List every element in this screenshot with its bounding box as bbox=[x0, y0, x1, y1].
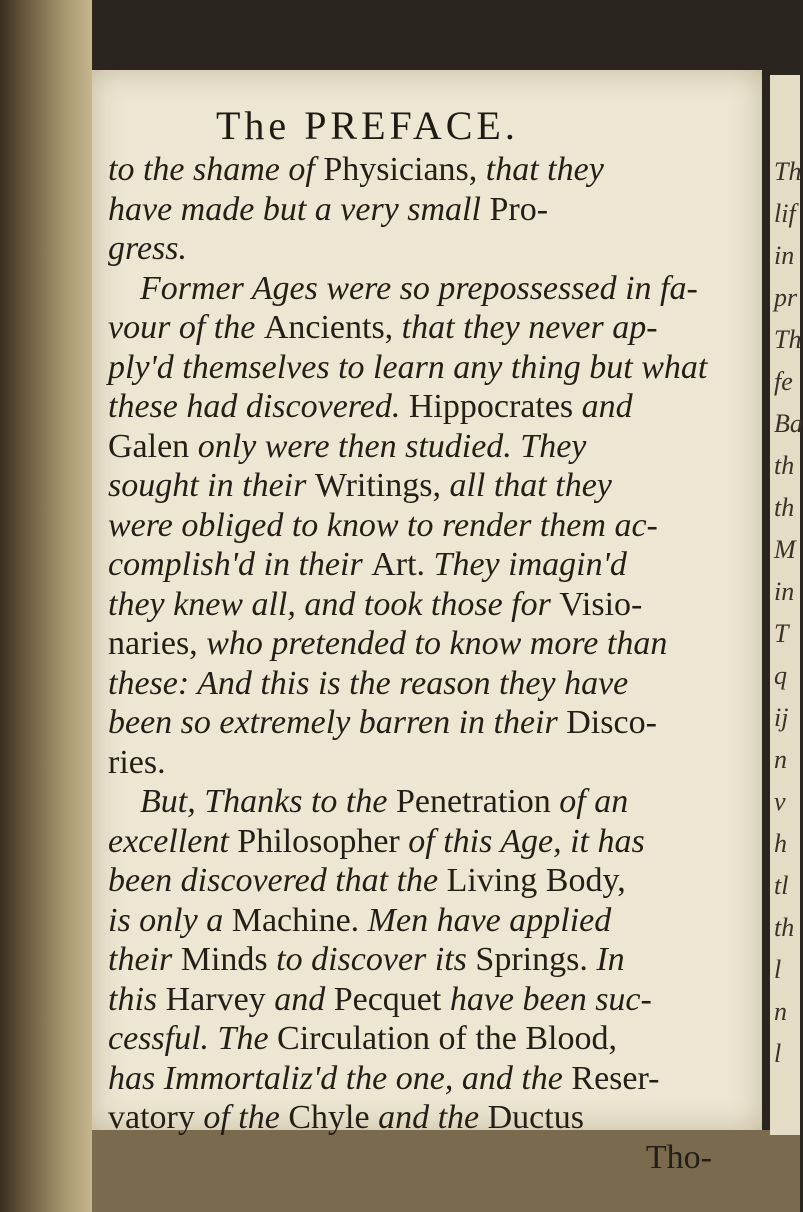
text-line bbox=[108, 506, 748, 546]
text-segment: They imagin'd bbox=[425, 546, 627, 583]
facing-page-letter: in bbox=[774, 577, 795, 606]
text-segment: Hippocrates bbox=[408, 388, 574, 425]
facing-page-letter: Ba bbox=[774, 409, 803, 438]
text-segment: only were then studied. They bbox=[189, 427, 587, 465]
text-line bbox=[108, 190, 748, 230]
text-segment: Ancients, bbox=[263, 309, 394, 346]
text-segment: were obliged to know to render them ac- bbox=[108, 506, 658, 544]
text-segment: and bbox=[573, 388, 633, 425]
text-line bbox=[108, 1019, 748, 1059]
catchword: Tho- bbox=[645, 1138, 712, 1176]
text-segment: of bbox=[279, 151, 324, 188]
facing-page-letter: n bbox=[774, 997, 787, 1026]
text-segment: Physicians, bbox=[323, 151, 478, 188]
text-segment: is only a bbox=[108, 901, 232, 939]
facing-page-letter: q bbox=[774, 661, 787, 690]
text-line bbox=[108, 743, 748, 783]
facing-page-letter: pr bbox=[774, 283, 798, 312]
text-segment: been discovered that the bbox=[108, 862, 447, 899]
text-segment: their bbox=[108, 941, 181, 978]
facing-page-letter: tl bbox=[774, 871, 789, 900]
page-header: The PREFACE. bbox=[216, 103, 519, 148]
text-segment: who pretended to know more than bbox=[197, 625, 668, 662]
facing-page-letter: h bbox=[774, 829, 787, 858]
text-line bbox=[108, 348, 748, 388]
facing-page-letter: ij bbox=[774, 703, 789, 732]
text-line bbox=[108, 545, 748, 585]
text-line bbox=[108, 861, 748, 901]
text-segment: Penetration bbox=[395, 783, 551, 820]
book-gutter-left bbox=[0, 0, 92, 1212]
text-line bbox=[108, 901, 748, 941]
text-segment: to discover its bbox=[267, 941, 476, 978]
text-segment: they knew all, and took those for bbox=[108, 585, 560, 623]
facing-page-letter: th bbox=[774, 493, 795, 522]
facing-page-letter: T bbox=[774, 619, 789, 648]
text-segment: In bbox=[587, 941, 625, 978]
text-line bbox=[108, 703, 748, 743]
text-segment: Circulation of the Blood, bbox=[277, 1020, 617, 1057]
facing-page-letter: Th bbox=[774, 157, 802, 186]
text-line bbox=[108, 387, 748, 427]
facing-page-letter: th bbox=[774, 451, 795, 480]
text-line bbox=[108, 822, 748, 862]
text-segment: to the bbox=[108, 151, 193, 188]
text-segment: ries. bbox=[108, 743, 166, 781]
facing-page-letter: l bbox=[774, 955, 782, 984]
text-segment: Visio- bbox=[559, 585, 643, 623]
text-segment: these had discovered. bbox=[108, 388, 409, 425]
text-segment: Machine. bbox=[231, 901, 360, 939]
text-segment: ply'd themselves to learn any thing but what bbox=[108, 348, 708, 386]
text-segment: Chyle bbox=[288, 1099, 370, 1136]
text-segment: complish'd in their bbox=[108, 546, 372, 583]
text-segment: been so extremely barren in their bbox=[108, 704, 567, 741]
text-segment: shame bbox=[192, 151, 280, 188]
facing-page-letter: n bbox=[774, 745, 787, 774]
text-segment: Galen bbox=[108, 427, 190, 465]
text-segment: cessful. The bbox=[108, 1020, 278, 1057]
facing-page-letter: lif bbox=[774, 199, 796, 228]
text-line bbox=[108, 427, 748, 467]
text-segment: these: And this is the reason they have bbox=[108, 664, 629, 702]
text-line bbox=[108, 664, 748, 704]
text-segment: naries, bbox=[108, 625, 198, 662]
text-segment: gress. bbox=[108, 230, 188, 267]
facing-page-letter: v bbox=[774, 787, 786, 816]
text-segment: of the bbox=[194, 1099, 289, 1136]
text-segment: excellent bbox=[108, 822, 238, 860]
text-segment: Reser- bbox=[571, 1059, 660, 1097]
text-segment: Harvey bbox=[165, 980, 266, 1018]
text-segment: has Immortaliz'd the one, and the bbox=[108, 1059, 572, 1097]
facing-page-letter: l bbox=[774, 1039, 782, 1068]
text-segment: Disco- bbox=[566, 704, 657, 741]
text-segment: and bbox=[265, 980, 334, 1018]
text-segment: Philosopher bbox=[237, 822, 400, 860]
text-segment: Art. bbox=[371, 546, 426, 583]
text-segment: Springs. bbox=[475, 941, 588, 978]
text-segment: that they never ap- bbox=[393, 309, 658, 346]
text-line bbox=[108, 150, 748, 190]
text-line bbox=[108, 782, 748, 822]
text-line bbox=[108, 308, 748, 348]
text-segment: Living Body, bbox=[446, 862, 626, 899]
text-segment: this bbox=[108, 980, 166, 1018]
text-line bbox=[108, 585, 748, 625]
text-segment: that they bbox=[477, 151, 604, 188]
text-segment: vour of the bbox=[108, 309, 264, 346]
text-segment: all that they bbox=[440, 467, 612, 504]
text-segment: and the bbox=[369, 1099, 488, 1136]
text-segment: have made but a very small bbox=[108, 190, 490, 228]
text-segment: Men have applied bbox=[359, 901, 612, 939]
text-segment: of this Age, it has bbox=[399, 822, 645, 860]
text-line bbox=[108, 1059, 748, 1099]
text-segment: of an bbox=[550, 783, 629, 820]
text-line bbox=[108, 466, 748, 506]
text-segment: Pecquet bbox=[333, 980, 442, 1018]
facing-page-letter: fe bbox=[774, 367, 793, 396]
text-segment: vatory bbox=[108, 1099, 195, 1136]
text-line bbox=[108, 1098, 748, 1138]
facing-page-letter: th bbox=[774, 913, 795, 942]
text-segment: But, Thanks to the bbox=[140, 783, 396, 820]
text-line bbox=[108, 940, 748, 980]
text-segment: have been suc- bbox=[441, 980, 652, 1018]
text-line bbox=[108, 624, 748, 664]
facing-page-letter: in bbox=[774, 241, 795, 270]
text-segment: Ductus bbox=[487, 1099, 584, 1136]
facing-page-fragment bbox=[770, 75, 803, 1135]
text-segment: Writings, bbox=[314, 467, 441, 504]
text-line bbox=[108, 980, 748, 1020]
text-line bbox=[108, 229, 748, 269]
text-segment: sought in their bbox=[108, 467, 315, 504]
facing-page-letter: M bbox=[774, 535, 796, 564]
text-line bbox=[108, 269, 748, 309]
facing-page-letter: Th bbox=[774, 325, 802, 354]
text-segment: Pro- bbox=[489, 190, 549, 228]
body-text bbox=[108, 150, 748, 1177]
text-segment: Minds bbox=[180, 941, 268, 978]
text-segment: Former Ages were so prepossessed in fa- bbox=[140, 269, 698, 307]
